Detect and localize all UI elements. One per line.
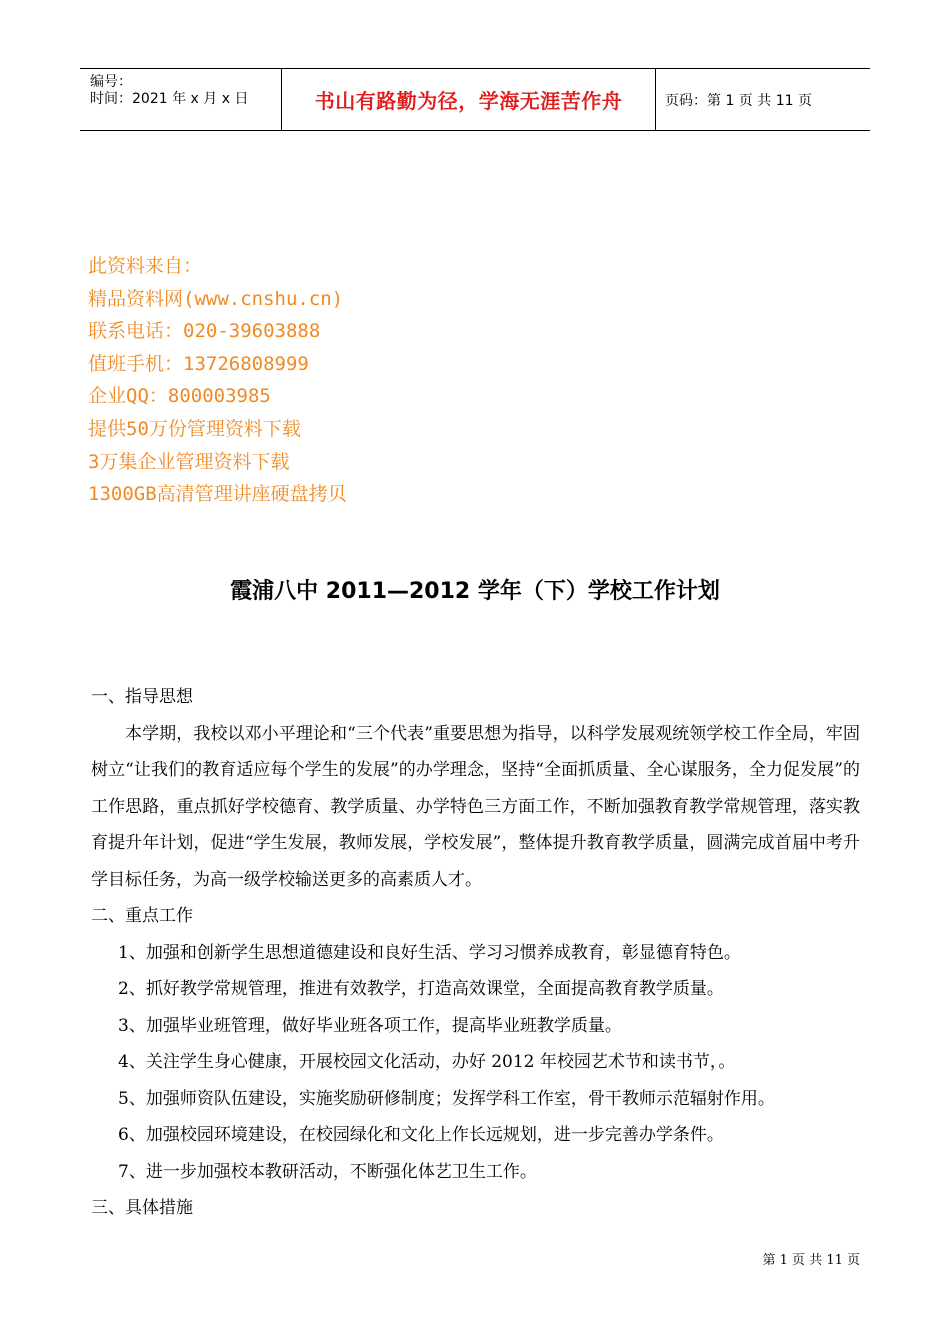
section-heading: 三、具体措施: [91, 1198, 193, 1218]
header-motto-cell: [281, 69, 656, 130]
page-info: 页码：第 1 页 共 11 页: [665, 92, 812, 109]
header-meta: [80, 69, 280, 130]
source-line: 值班手机：13726808999: [88, 352, 309, 375]
source-line: 精品资料网(www.cnshu.cn): [88, 287, 344, 310]
time-label: 时间：2021 年 x 月 x 日: [90, 91, 249, 107]
source-line: 3万集企业管理资料下载: [88, 450, 290, 473]
source-line: 1300GB高清管理讲座硬盘拷贝: [88, 483, 347, 506]
list-item: 5、加强师资队伍建设，实施奖励研修制度；发挥学科工作室，骨干教师示范辐射作用。: [118, 1088, 775, 1109]
list-item: 6、加强校园环境建设，在校园绿化和文化上作长远规划，进一步完善办学条件。: [118, 1125, 724, 1145]
list-item: 2、抓好教学常规管理，推进有效教学，打造高效课堂，全面提高教育教学质量。: [118, 979, 724, 999]
source-line: 联系电话：020-39603888: [88, 320, 321, 343]
list-item: 4、关注学生身心健康，开展校园文化活动，办好 2012 年校园艺术节和读书节，。: [118, 1052, 736, 1072]
list-item: 1、加强和创新学生思想道德建设和良好生活、学习习惯养成教育，彰显德育特色。: [118, 942, 741, 963]
source-line: 提供50万份管理资料下载: [88, 417, 301, 440]
document-title: 霞浦八中 2011—2012 学年（下）学校工作计划: [230, 579, 720, 604]
section-heading: 一、指导思想: [91, 687, 193, 707]
document-body: [91, 679, 860, 1227]
page-header: [80, 68, 870, 131]
paragraph: 本学期，我校以邓小平理论和“三个代表”重要思想为指导，以科学发展观统领学校工作全局，牢固树立“让我们的教育适应每个学生的发展”的办学理念，坚持“全面抓质量、全心谋服务，全力促发展”的工作思路，重点抓好学校德育、教学质量、办学特色三方面工作，不断加强教育教学常规管理，落实教育提升年计划，促进“学生发展，教师发展，学校发展”，整体提升教育教学质量，圆满完成首届中考升学目标任务，为高一级学校输送更多的高素质人才。: [91, 723, 860, 890]
source-block: [88, 250, 347, 511]
number-label: 编号：: [90, 74, 132, 90]
section-heading: 二、重点工作: [91, 906, 193, 926]
header-page-cell: [655, 69, 870, 130]
list-item: 3、加强毕业班管理，做好毕业班各项工作，提高毕业班教学质量。: [118, 1015, 622, 1036]
source-line: 企业QQ：800003985: [88, 385, 271, 408]
page-footer: 第 1 页 共 11 页: [762, 1253, 860, 1268]
source-line: 此资料来自：: [88, 255, 203, 277]
list-item: 7、进一步加强校本教研活动，不断强化体艺卫生工作。: [118, 1161, 537, 1182]
motto: 书山有路勤为径，学海无涯苦作舟: [314, 89, 623, 113]
